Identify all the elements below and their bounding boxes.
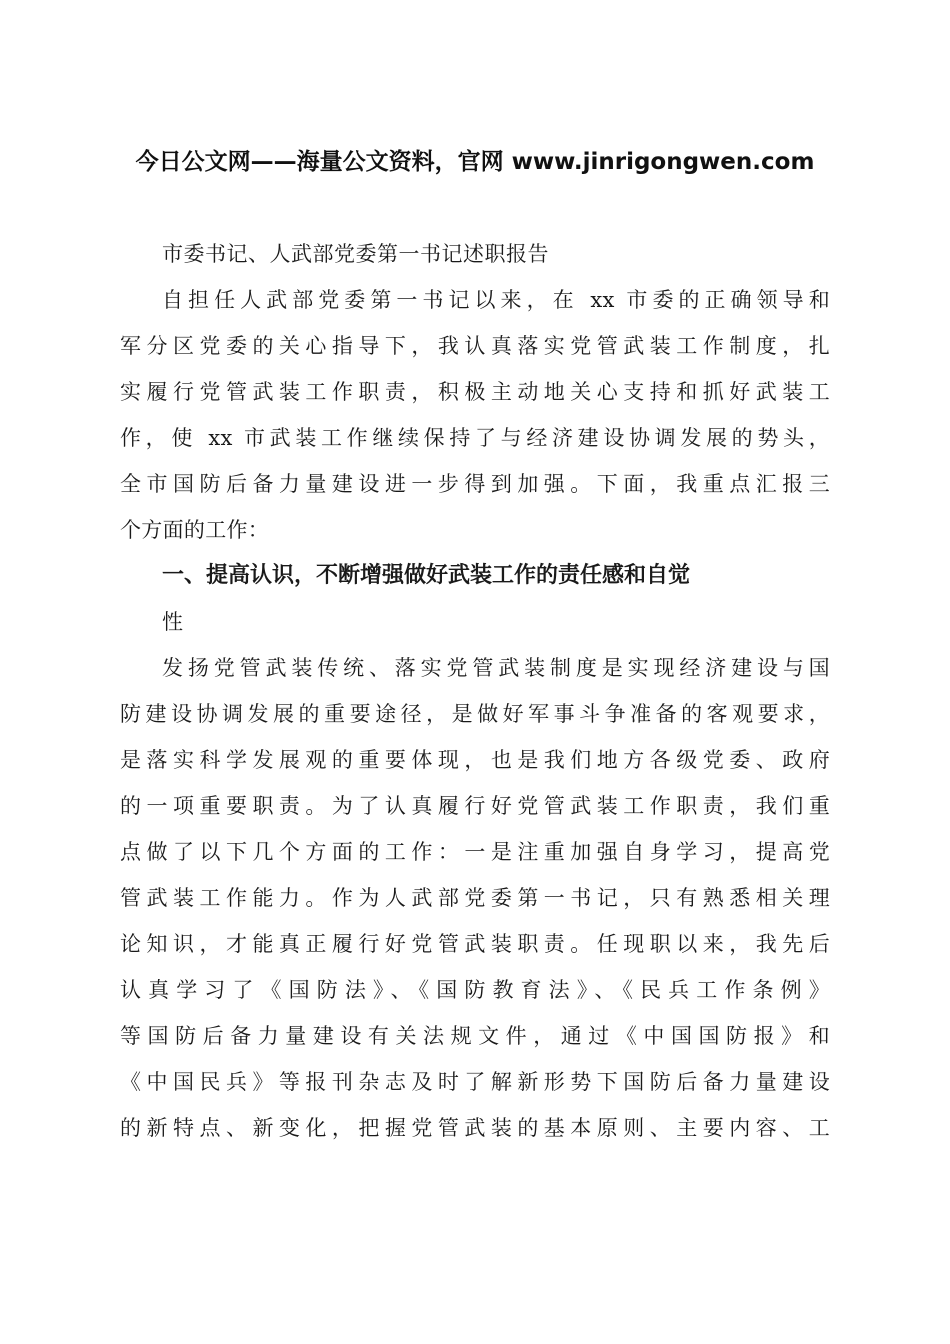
text-line: 等国防后备力量建设有关法规文件，通过《中国国防报》和 (120, 1024, 830, 1048)
text-line: 实履行党管武装工作职责，积极主动地关心支持和抓好武装工 (120, 380, 830, 404)
site-header: 今日公文网——海量公文资料，官网 www.jinrigongwen.com (135, 149, 815, 175)
document-title: 市委书记、人武部党委第一书记述职报告 (162, 242, 549, 266)
text-line: 是落实科学发展观的重要体现，也是我们地方各级党委、政府 (120, 748, 830, 772)
section-heading-1 (120, 553, 830, 645)
text-line: 发扬党管武装传统、落实党管武装制度是实现经济建设与国 (162, 656, 830, 680)
text-line: 个方面的工作： (120, 518, 270, 542)
text-line: 论知识，才能真正履行好党管武装职责。任现职以来，我先后 (120, 932, 830, 956)
text-line: 认真学习了《国防法》、《国防教育法》、《民兵工作条例》 (120, 978, 830, 1002)
intro-paragraph (120, 277, 830, 553)
heading-line: 性 (162, 610, 183, 634)
text-line: 防建设协调发展的重要途径，是做好军事斗争准备的客观要求， (120, 702, 830, 726)
text-line: 自担任人武部党委第一书记以来，在 xx 市委的正确领导和 (162, 288, 830, 312)
text-line: 作，使 xx 市武装工作继续保持了与经济建设协调发展的势头， (120, 426, 830, 450)
text-line: 《中国民兵》等报刊杂志及时了解新形势下国防后备力量建设 (120, 1070, 830, 1094)
heading-line: 一、提高认识，不断增强做好武装工作的责任感和自觉 (162, 563, 691, 588)
text-line: 管武装工作能力。作为人武部党委第一书记，只有熟悉相关理 (120, 886, 830, 910)
text-line: 的新特点、新变化，把握党管武装的基本原则、主要内容、工 (120, 1116, 830, 1140)
body-paragraph (120, 645, 830, 1151)
text-line: 军分区党委的关心指导下，我认真落实党管武装工作制度，扎 (120, 334, 830, 358)
text-line: 全市国防后备力量建设进一步得到加强。下面，我重点汇报三 (120, 472, 830, 496)
text-line: 点做了以下几个方面的工作：一是注重加强自身学习，提高党 (120, 840, 830, 864)
document-body (120, 231, 830, 1151)
text-line: 的一项重要职责。为了认真履行好党管武装工作职责，我们重 (120, 794, 830, 818)
